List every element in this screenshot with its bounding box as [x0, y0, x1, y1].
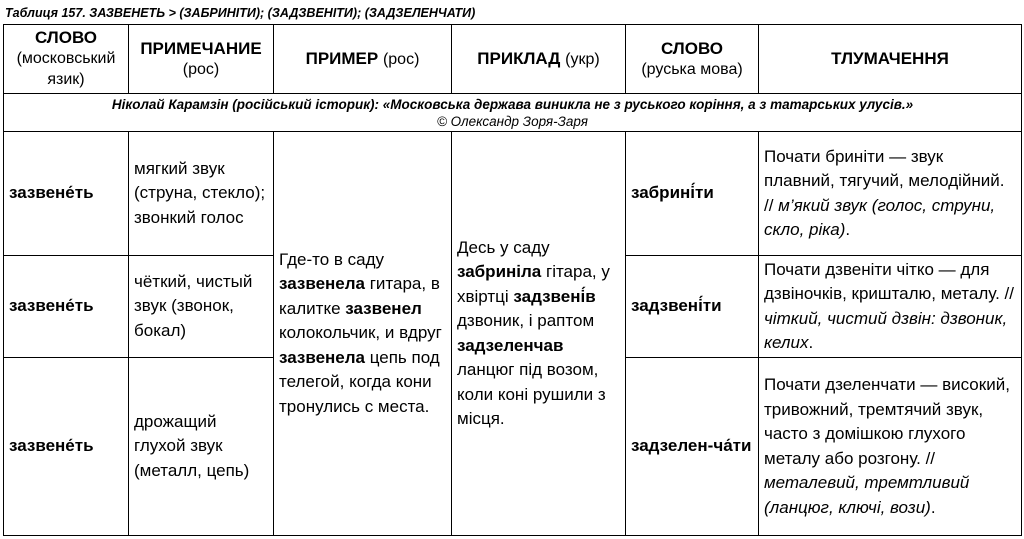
definition-end: .: [930, 497, 936, 517]
example-text: колокольчик, и вдруг: [279, 323, 442, 343]
definition-end: .: [808, 333, 814, 352]
note-cell: мягкий звук (струна, стекло); звонкий голос: [129, 132, 274, 256]
highlighted-verb: зазвенела: [279, 347, 365, 367]
copyright-note: © Олександр Зоря-Заря: [436, 113, 589, 129]
header-example-uk: [452, 25, 626, 94]
highlighted-verb: зазвенел: [345, 298, 422, 318]
quote-row: [4, 94, 1022, 132]
definition-end: .: [845, 220, 851, 239]
example-text: цепь под телегой, когда кони тронулись с места.: [279, 347, 440, 416]
note-cell: чёткий, чистый звук (звонок, бокал): [129, 256, 274, 358]
definition-cell: [759, 256, 1022, 358]
header-note: [129, 25, 274, 94]
header-row: [4, 25, 1022, 94]
header-word-uk: [626, 25, 759, 94]
example-uk-cell: [452, 132, 626, 536]
definition-text: Почати дзеленчати — високий, тривожний, тремтячий звук, часто з домішкою глухого металу або розгону. //: [764, 375, 1010, 468]
vocabulary-table: [3, 24, 1022, 536]
uk-word-cell: задзелен-ча́ти: [626, 358, 759, 536]
header-note-title: ПРИМЕЧАНИЕ: [140, 38, 262, 58]
ru-word-cell: зазвене́ть: [4, 358, 129, 536]
header-note-sub: (рос): [182, 60, 220, 78]
header-word-ru-sub: (московський язик): [16, 50, 116, 88]
table-caption: Таблиця 157. ЗАЗВЕНЕТЬ > (ЗАБРИНІТИ); (ЗАДЗВЕНІТИ); (ЗАДЗЕЛЕНЧАТИ): [5, 6, 476, 20]
definition-cell: [759, 358, 1022, 536]
uk-word-cell: забрині́ти: [626, 132, 759, 256]
ru-word-cell: зазвене́ть: [4, 132, 129, 256]
example-text: Где-то в саду: [279, 249, 385, 269]
header-example-ru-title: ПРИМЕР: [305, 48, 379, 68]
header-word-ru: [4, 25, 129, 94]
example-text: дзвоник, і раптом: [457, 311, 595, 330]
definition-gloss: металевий, тремтливий (ланцюг, ключі, вози): [764, 473, 970, 517]
ru-word-cell: зазвене́ть: [4, 256, 129, 358]
definition-text: Почати бриніти — звук плавний, тягучий, мелодійний. //: [764, 146, 1005, 215]
example-ru-cell: [274, 132, 452, 536]
quote-cell: [4, 94, 1022, 132]
header-word-uk-title: СЛОВО: [660, 38, 724, 58]
definition-text: Почати дзвеніти чітко — для дзвіночків, кришталю, металу. //: [764, 259, 1014, 303]
definition-gloss: чіткий, чистий дзвін: дзвоник, келих: [764, 308, 1008, 352]
header-word-ru-title: СЛОВО: [34, 28, 98, 47]
table-row: [4, 132, 1022, 256]
example-text: Десь у саду: [457, 237, 550, 257]
definition-cell: [759, 132, 1022, 256]
header-definition: [759, 25, 1022, 94]
highlighted-verb: задзеленчав: [457, 335, 564, 355]
karamzin-quote: Ніколай Карамзін (російський історик): «Московська держава виникла не з руського коріння, а з татарських улусів.»: [111, 96, 914, 112]
header-word-uk-sub: (руська мова): [641, 60, 743, 78]
highlighted-verb: зазвенела: [279, 274, 365, 294]
highlighted-verb: забриніла: [457, 262, 542, 281]
note-cell: дрожащий глухой звук (металл, цепь): [129, 358, 274, 536]
definition-gloss: м’який звук (голос, струни, скло, ріка): [764, 195, 996, 239]
header-example-uk-title: ПРИКЛАД: [477, 48, 561, 68]
uk-word-cell: задзвені́ти: [626, 256, 759, 358]
header-definition-title: ТЛУМАЧЕННЯ: [831, 49, 949, 68]
header-example-uk-sub: (укр): [565, 50, 600, 68]
example-text: гитара, в калитке: [279, 274, 440, 318]
example-text: гітара, у хвіртці: [457, 262, 610, 306]
example-text: ланцюг під возом, коли коні рушили з місця.: [457, 360, 606, 428]
highlighted-verb: задзвені́в: [513, 286, 596, 306]
header-example-ru: [274, 25, 452, 94]
header-example-ru-sub: (рос): [382, 50, 420, 68]
